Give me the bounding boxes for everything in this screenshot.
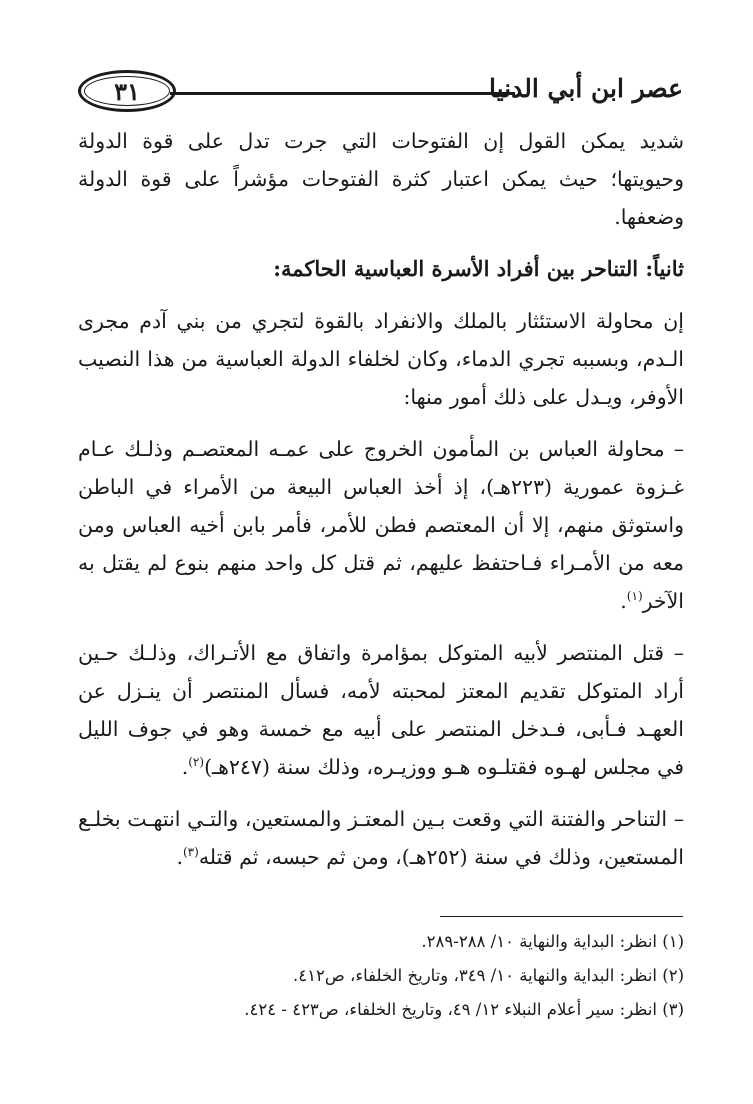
body-text <box>78 122 684 876</box>
page-number-oval <box>78 70 176 112</box>
paragraph-5-text: – التناحر والفتنة التي وقعت بـين المعتـز والمستعين، والتـي انتهـت بخلـع المستعين، وذلك في سنة (٢٥٢هـ)، ومن ثم حبسه، ثم قتله <box>78 807 684 869</box>
page-number: ٣١ <box>114 76 140 106</box>
header-rule <box>170 92 515 95</box>
footnote-ref-1[interactable]: (١) <box>626 589 643 604</box>
paragraph-5 <box>78 800 684 876</box>
page-header <box>78 70 683 120</box>
footnote-1: (١) انظر: البداية والنهاية ١٠/ ٢٨٨-٢٨٩. <box>421 932 684 951</box>
paragraph-4-text: – قتل المنتصر لأبيه المتوكل بمؤامرة واتفاق مع الأتـراك، وذلـك حـين أراد المتوكل تقديم المعتز لمحبته لأمه، فسأل المنتصر أن ينـزل عن العهـد فـأبى، فـدخل المنتصر على أبيه مع خمسة وهو في جوف الليل في مجلس لهـوه فقتلـوه هـو ووزيـره، وذلك سنة (٢٤٧هـ) <box>78 641 684 779</box>
footnote-3: (٣) انظر: سير أعلام النبلاء ١٢/ ٤٩، وتاريخ الخلفاء، ص٤٢٣ - ٤٢٤. <box>244 1000 684 1019</box>
section-heading: ثانياً: التناحر بين أفراد الأسرة العباسية الحاكمة: <box>273 256 684 281</box>
paragraph-3 <box>78 430 684 620</box>
paragraph-4-end: . <box>181 755 189 779</box>
footnote-ref-3[interactable]: (٣) <box>182 845 199 860</box>
footnote-separator <box>440 916 683 917</box>
paragraph-1: شديد يمكن القول إن الفتوحات التي جرت تدل على قوة الدولة وحيويتها؛ حيث يمكن اعتبار كثرة الفتوحات مؤشراً على قوة الدولة وضعفها. <box>78 129 684 229</box>
footnote-2: (٢) انظر: البداية والنهاية ١٠/ ٣٤٩، وتاريخ الخلفاء، ص٤١٢. <box>293 966 684 985</box>
running-title: عصر ابن أبي الدنيا <box>489 74 683 103</box>
footnote-ref-2[interactable]: (٢) <box>188 755 205 770</box>
paragraph-3-end: . <box>620 589 627 613</box>
footnotes <box>78 925 684 1027</box>
paragraph-3-text: – محاولة العباس بن المأمون الخروج على عمـه المعتصـم وذلـك عـام غـزوة عمورية (٢٢٣هـ)، إذ أخذ العباس البيعة من الأمراء في الباطن واستوثق منهم، إلا أن المعتصم فطن للأمر، فأمر بابن أخيه العباس ومن معه من الأمـراء فـاحتفظ عليهم، ثم قتل كل واحد منهم بنوع لم يقتل به الآخر <box>78 437 684 613</box>
paragraph-5-end: . <box>176 845 183 869</box>
paragraph-2: إن محاولة الاستئثار بالملك والانفراد بالقوة لتجري من بني آدم مجرى الـدم، وبسببه تجري الدماء، وكان لخلفاء الدولة العباسية من هذا النصيب الأوفر، ويـدل على ذلك أمور منها: <box>78 309 684 409</box>
paragraph-4 <box>78 634 684 786</box>
